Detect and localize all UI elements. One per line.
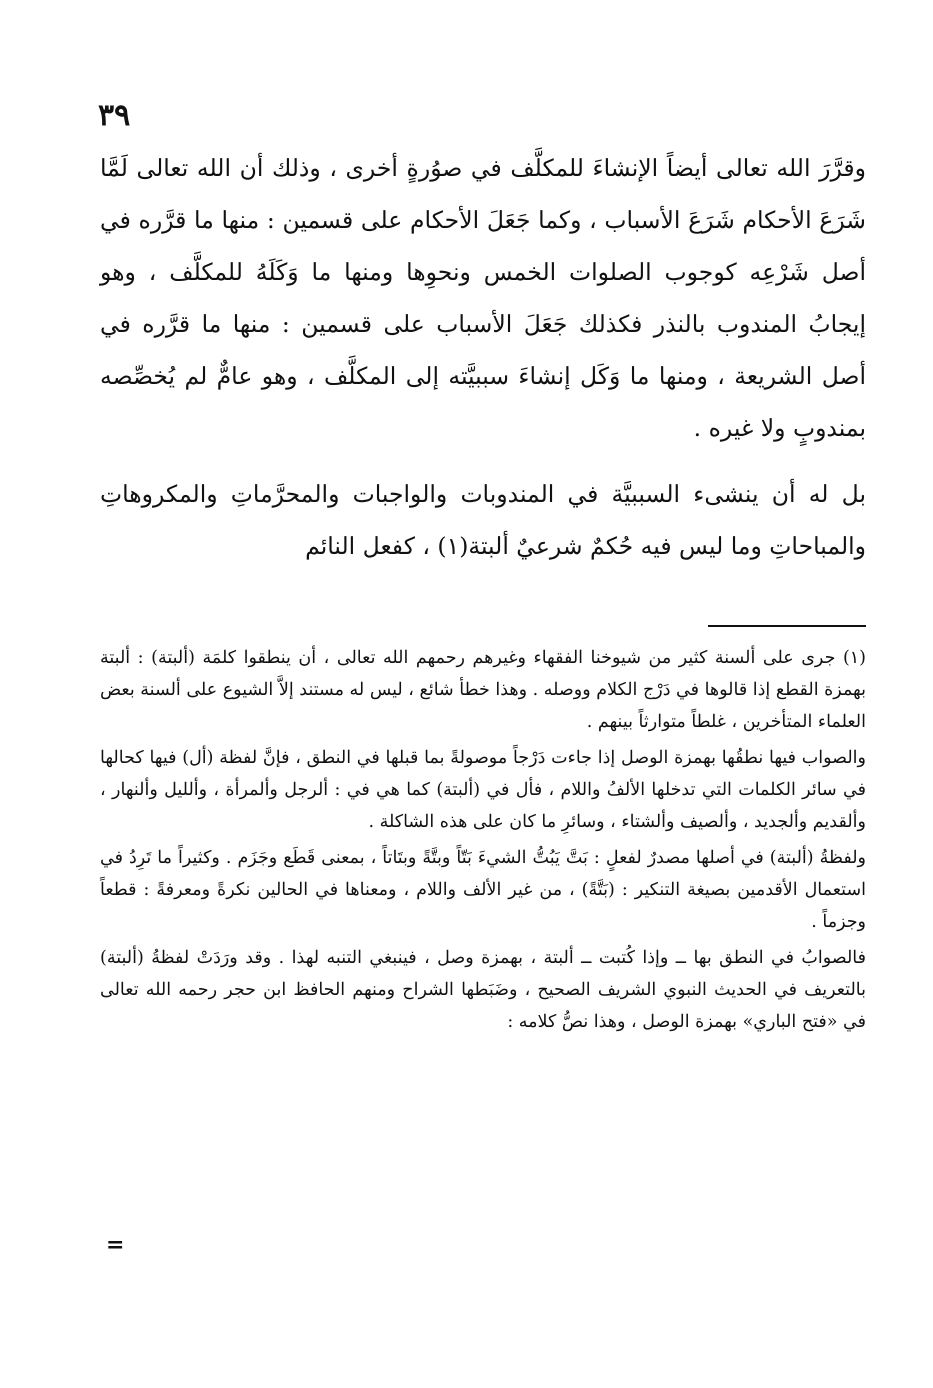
continuation-mark: = [106,1232,125,1258]
footnotes [100,642,866,1042]
footnote-paragraph: ولفظةُ (ألبتة) في أصلها مصدرٌ لفعلٍ : بَتَّ يَبُتُّ الشيءَ بَتّاً وبتَّةً وبتَاتاً ، بمعنى قَطَع وجَزَم . وكثيراً ما تَرِدُ في استعمال الأقدمين بصيغة التنكير : (بَتَّةً) ، من غير الألف واللام ، ومعناها في الحالين نكرةً ومعرفةً : قطعاً وجزماً . [100,848,866,932]
footnote-paragraph: (١) جرى على ألسنة كثير من شيوخنا الفقهاء وغيرهم رحمهم الله تعالى ، أن ينطقوا كلمَة (ألبتة) : ألبتة بهمزة القطع إذا قالوها في دَرْج الكلام ووصله . وهذا خطأ شائع ، ليس له مستند إلاَّ الشيوع على ألسنة بعض العلماء المتأخرين ، غلطاً متوارثاً بينهم . [99,648,866,732]
main-paragraph: وقرَّرَ الله تعالى أيضاً الإنشاءَ للمكلَّف في صوُرةٍ أخرى ، وذلك أن الله تعالى لَمَّا شَرَعَ الأحكام شَرَعَ الأسباب ، وكما جَعَلَ الأحكام على قسمين : منها ما قرَّره في أصل شَرْعِه كوجوب الصلوات الخمس ونحوِها ومنها ما وَكَلَهُ للمكلَّف ، وهو إيجابُ المندوب بالنذر فكذلك جَعَلَ الأسباب على قسمين : منها ما قرَّره في أصل الشريعة ، ومنها ما وَكَل إنشاءَ سببيَّته إلى المكلَّف ، وهو عامٌّ لم يُخصِّصه بمندوبٍ ولا غيره . [100,154,866,442]
main-paragraph: بل له أن ينشىء السببيَّة في المندوبات والواجبات والمحرَّماتِ والمكروهاتِ والمباحاتِ وما ليس فيه حُكمٌ شرعيٌ ألبتة(١) ، كفعل النائم [100,480,866,560]
footnote-paragraph: والصواب فيها نطقُها بهمزة الوصل إذا جاءت دَرْجاً موصولةً بما قبلها في النطق ، فإنَّ لفظة (أل) فيها كحالها في سائر الكلمات التي تدخلها الألفُ واللام ، فأل في (ألبتة) كما هي في : ألرجل وألمرأة ، وألليل وألنهار ، وألقديم وألجديد ، وألصيف وألشتاء ، وسائرِ ما كان على هذه الشاكلة . [100,748,866,832]
page-number: ٣٩ [98,98,131,133]
footnote-paragraph: فالصوابُ في النطق بها ــ وإذا كُتبت ــ ألبتة ، بهمزة وصل ، فينبغي التنبه لهذا . وقد ورَدَتْ لفظةُ (ألبتة) بالتعريف في الحديث النبوي الشريف الصحيح ، وضَبَطها الشراح ومنهم الحافظ ابن حجر رحمه الله تعالى في «فتح الباري» بهمزة الوصل ، وهذا نصُّ كلامه : [100,948,866,1032]
main-text [100,142,866,572]
footnote-separator [708,625,866,627]
